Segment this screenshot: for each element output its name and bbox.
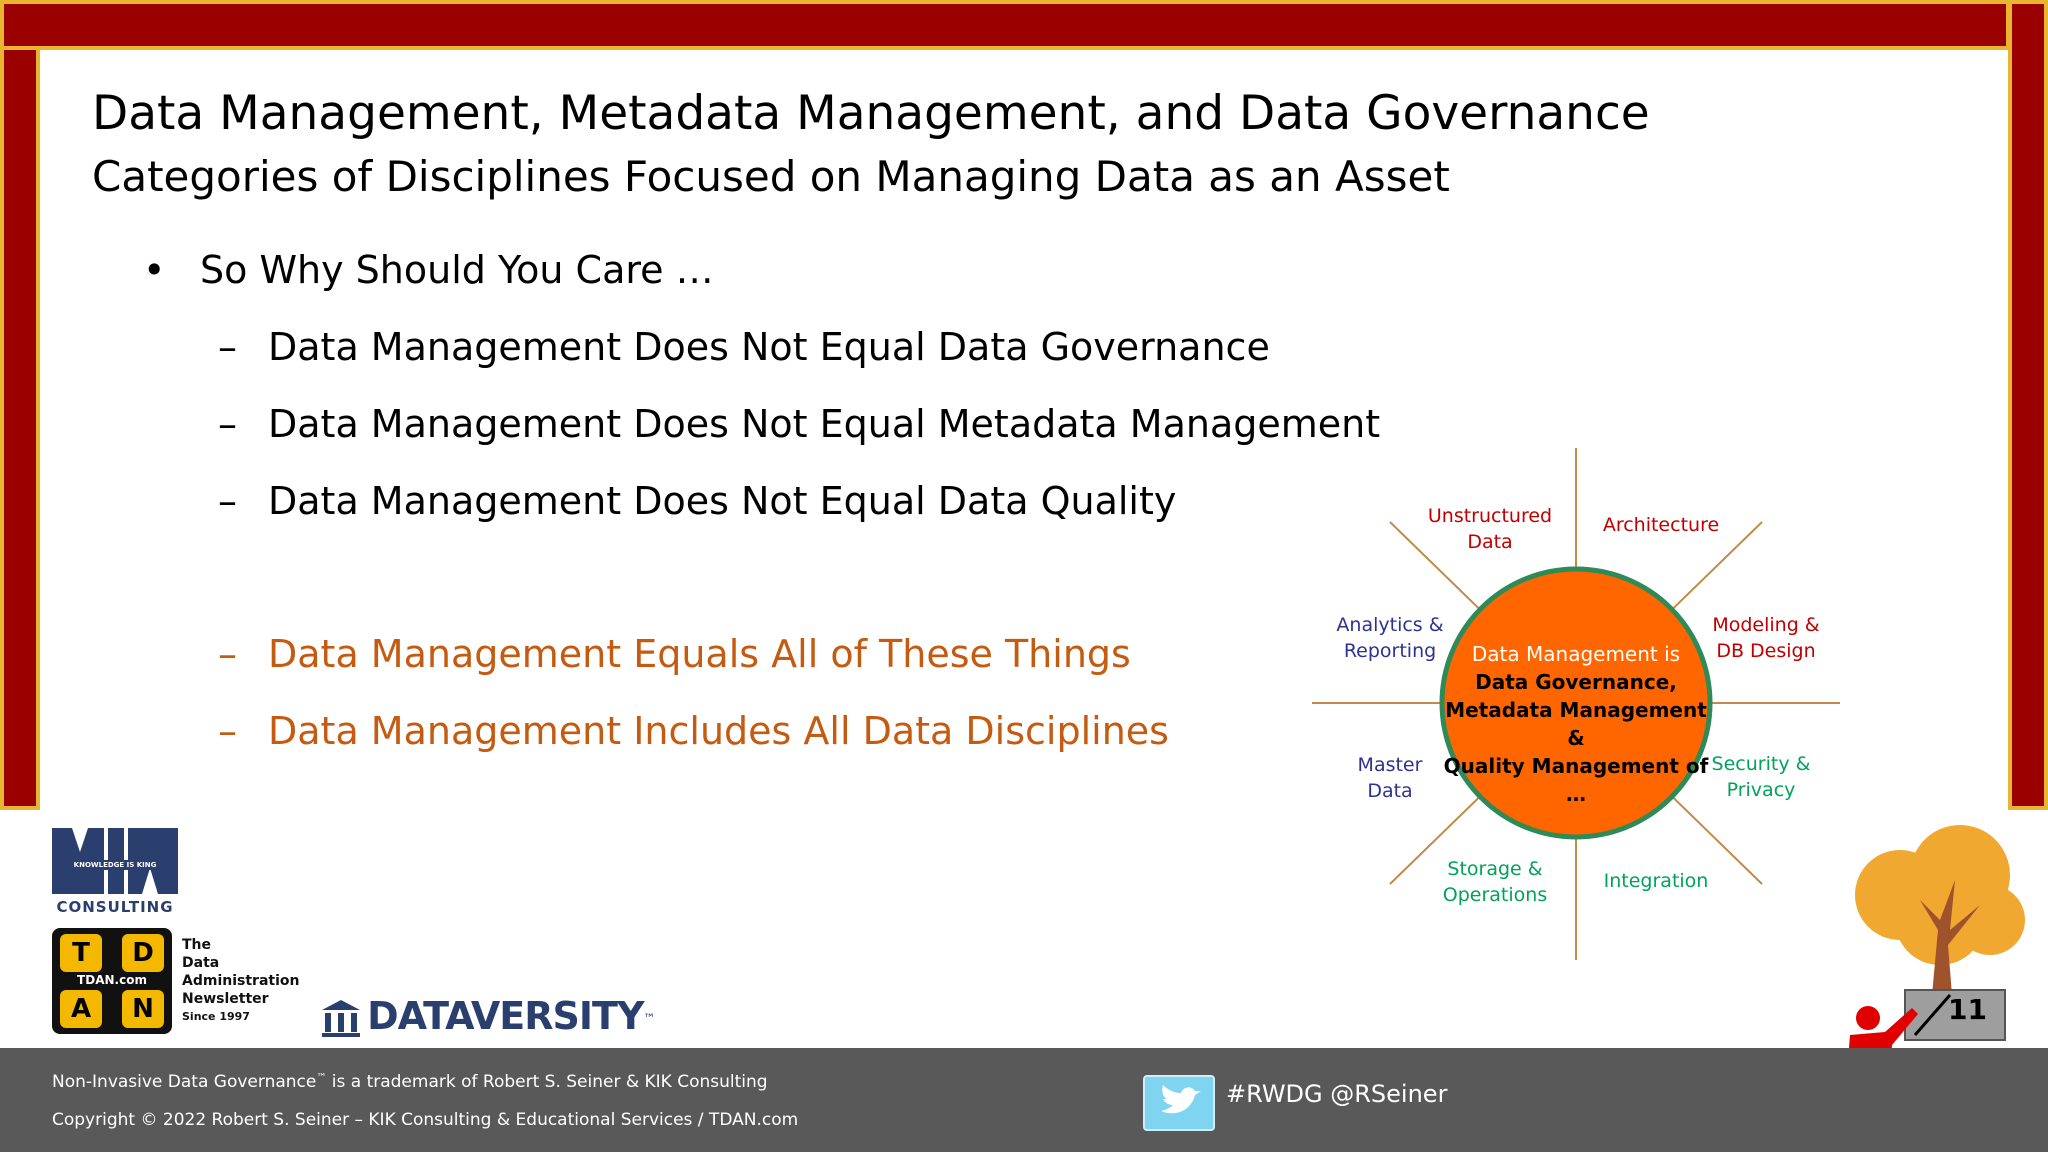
dash-4: – — [218, 632, 237, 676]
tdan-com-text: TDAN.com — [77, 973, 147, 987]
label-integration: Integration — [1603, 870, 1709, 892]
sub-bullet-1: Data Management Does Not Equal Data Governance — [268, 325, 1270, 369]
label-modeling-db-design: Modeling & DB Design — [1712, 614, 1820, 662]
trademark-tm: ™ — [316, 1072, 327, 1084]
label-security-privacy: Security & Privacy — [1711, 753, 1811, 801]
dash-1: – — [218, 325, 237, 369]
sub-bullet-3: Data Management Does Not Equal Data Quality — [268, 479, 1177, 523]
dataversity-tm: ™ — [643, 1011, 656, 1026]
dash-5: – — [218, 709, 237, 753]
trademark-post: is a trademark of Robert S. Seiner & KIK Consulting — [326, 1072, 768, 1092]
slide-title: Data Management, Metadata Management, and Data Governance — [92, 86, 1650, 141]
page-number: 11 — [1948, 993, 1987, 1026]
bullet-symbol: • — [143, 248, 166, 292]
dash-2: – — [218, 402, 237, 446]
dataversity-text: DATAVERSITY — [367, 994, 644, 1038]
tdan-letter-n: N — [122, 990, 164, 1028]
tdan-line-3: Administration — [182, 973, 300, 989]
label-storage-operations: Storage & Operations — [1442, 858, 1548, 906]
trademark-pre: Non-Invasive Data Governance — [52, 1072, 317, 1092]
tdan-letter-d: D — [122, 934, 164, 972]
dataversity-logo — [320, 994, 655, 1038]
highlight-bullet-1: Data Management Equals All of These Things — [268, 632, 1131, 676]
tdan-letter-a: A — [60, 990, 102, 1028]
kik-consulting-text: CONSULTING — [56, 898, 174, 916]
slide-subtitle: Categories of Disciplines Focused on Managing Data as an Asset — [92, 152, 1450, 201]
trademark-notice — [52, 1072, 768, 1092]
tdan-letter-t: T — [60, 934, 102, 972]
label-analytics-reporting: Analytics & Reporting — [1336, 614, 1444, 662]
label-unstructured-data: Unstructured Data — [1427, 505, 1553, 553]
center-line-4: Quality Management of … — [1443, 754, 1709, 806]
dash-3: – — [218, 479, 237, 523]
tdan-line-5: Since 1997 — [182, 1010, 250, 1023]
center-line-3: Metadata Management & — [1445, 698, 1707, 750]
sub-bullet-2: Data Management Does Not Equal Metadata Management — [268, 402, 1381, 446]
label-architecture: Architecture — [1602, 514, 1720, 536]
center-line-1: Data Management is — [1471, 642, 1681, 666]
hashtag-handle: #RWDG @RSeiner — [1226, 1080, 1448, 1108]
pillars-icon — [320, 998, 362, 1038]
right-frame-post — [2008, 0, 2048, 810]
tdan-line-2: Data — [182, 955, 220, 971]
left-frame-post — [0, 50, 40, 810]
label-master-data: Master Data — [1357, 754, 1423, 802]
kik-tagline: KNOWLEDGE IS KING — [73, 861, 157, 869]
tdan-description — [182, 936, 299, 1026]
kik-consulting-logo — [52, 828, 178, 918]
tree-icon — [1855, 825, 2025, 995]
highlight-bullet-2: Data Management Includes All Data Disciplines — [268, 709, 1169, 753]
twitter-icon[interactable] — [1143, 1075, 1215, 1131]
tdan-line-4: Newsletter — [182, 991, 269, 1007]
bullet-main: So Why Should You Care … — [200, 248, 714, 292]
center-text — [1440, 640, 1712, 808]
copyright-notice: Copyright © 2022 Robert S. Seiner – KIK Consulting & Educational Services / TDAN.com — [52, 1110, 799, 1130]
top-frame-bar — [0, 0, 2010, 50]
tdan-logo — [52, 928, 172, 1034]
tdan-line-1: The — [182, 937, 212, 953]
footer-bar — [0, 1048, 2048, 1152]
center-line-2: Data Governance, — [1475, 670, 1677, 694]
